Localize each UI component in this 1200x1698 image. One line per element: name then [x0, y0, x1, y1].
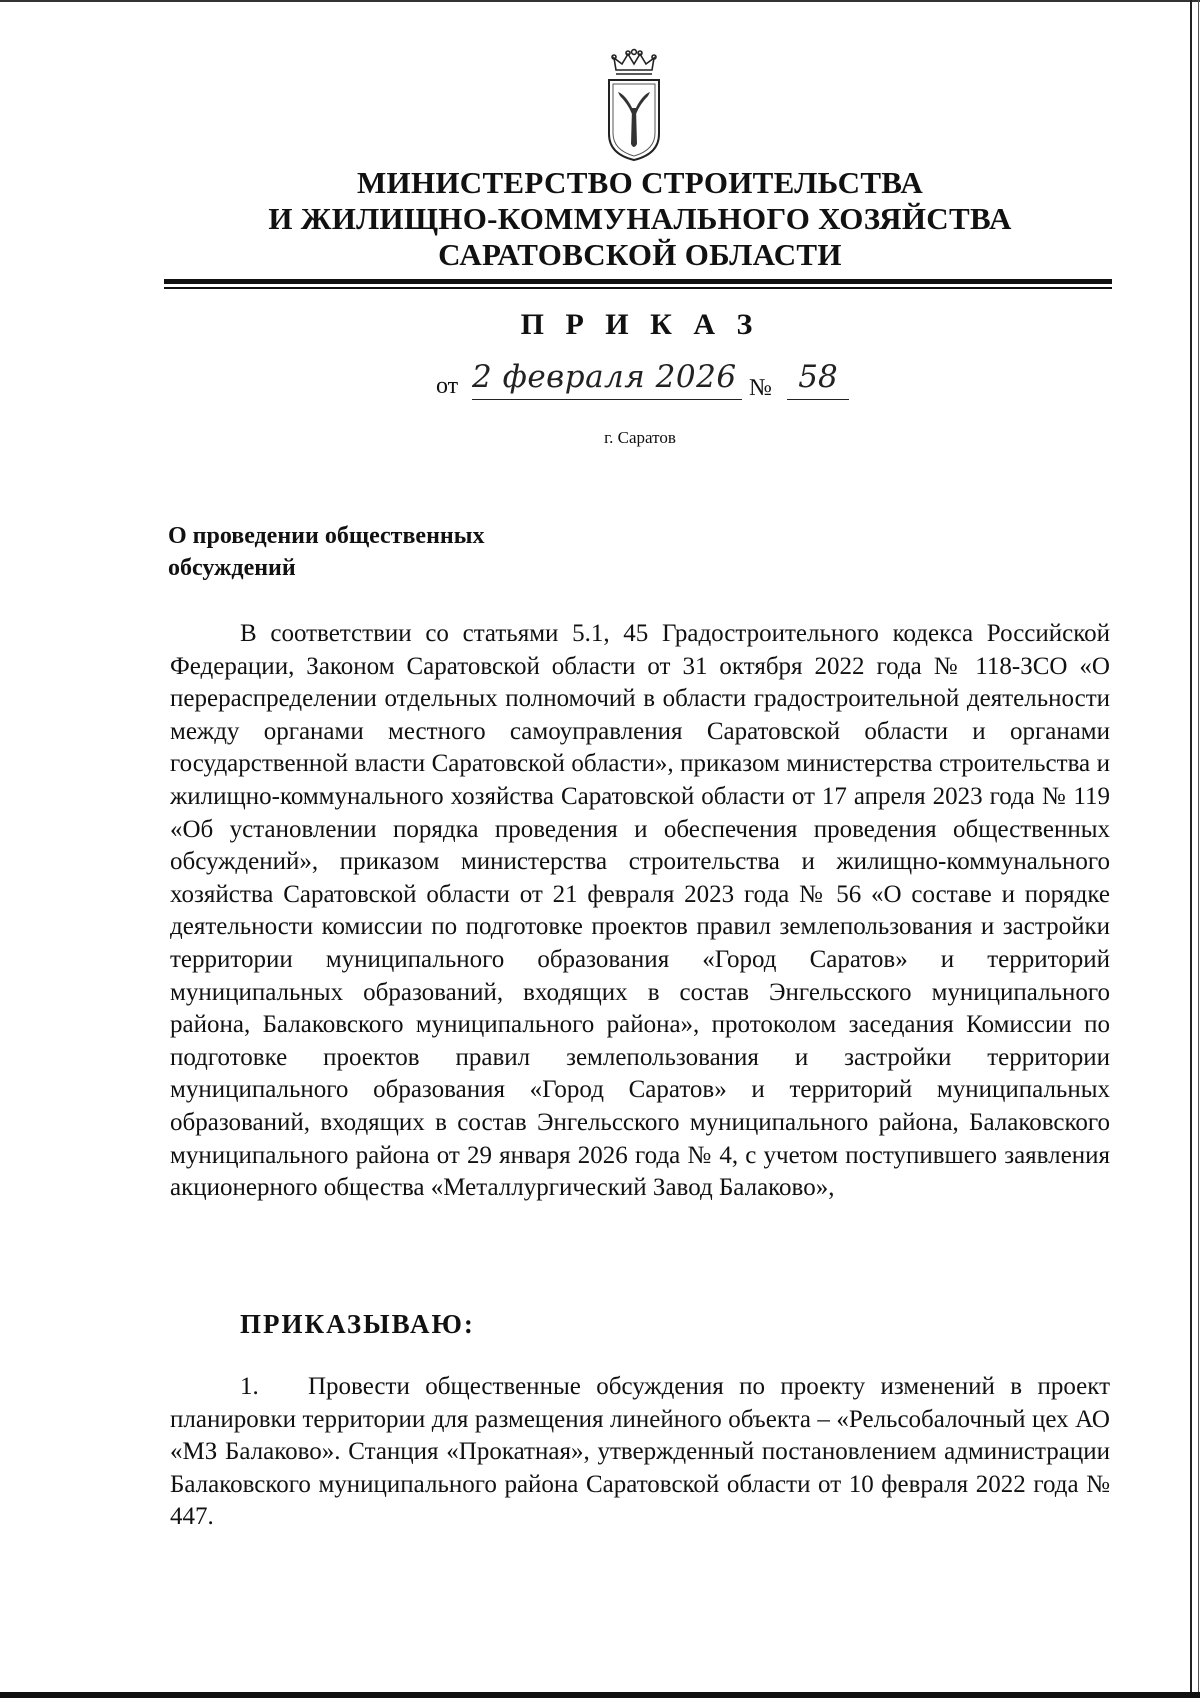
- number-prefix: №: [749, 375, 772, 401]
- handwritten-date: 2 февраля 2026: [472, 355, 742, 400]
- ministry-line-1: МИНИСТЕРСТВО СТРОИТЕЛЬСТВА: [356, 165, 924, 200]
- city-label: г. Саратов: [604, 428, 676, 447]
- saratov-coat-of-arms-icon: [606, 48, 662, 162]
- scan-edge-bottom: [0, 1692, 1200, 1698]
- header-rule-thick: [164, 279, 1112, 284]
- order-item: [170, 1371, 1110, 1534]
- ministry-line-3: САРАТОВСКОЙ ОБЛАСТИ: [438, 237, 842, 272]
- order-subject: [168, 520, 628, 584]
- subject-line-2: обсуждений: [168, 555, 296, 581]
- order-title: П Р И К А З: [520, 308, 760, 341]
- subject-line-1: О проведении общественных: [168, 523, 485, 549]
- ministry-line-2: И ЖИЛИЩНО-КОММУНАЛЬНОГО ХОЗЯЙСТВА: [268, 201, 1012, 236]
- item-text: Провести общественные обсуждения по проекту изменений в проект планировки территории для размещения линейного объекта – «Рельсобалочный цех АО «МЗ Балаково». Станция «Прокатная», утвержденный постановлением администрации Балаковского муниципального района Саратовской области от 10 февраля 2022 года № 447.: [170, 1373, 1110, 1531]
- item-number: 1.: [240, 1373, 259, 1400]
- date-prefix: от: [436, 373, 459, 399]
- scan-edge-right-outer: [1198, 0, 1199, 1698]
- ministry-name: [160, 165, 1120, 273]
- order-date-line: [436, 355, 856, 405]
- scan-edge-right: [1190, 0, 1192, 1698]
- scan-edge-top: [0, 0, 1200, 2]
- header-rule-thin: [164, 287, 1112, 289]
- preamble-paragraph: В соответствии со статьями 5.1, 45 Градостроительного кодекса Российской Федерации, Законом Саратовской области от 31 октября 2022 года № 118-ЗСО «О перераспределении отдельных полномочий в области градостроительной деятельности между органами местного самоуправления Саратовской области и органами государственной власти Саратовской области», приказом министерства строительства и жилищно-коммунального хозяйства Саратовской области от 17 апреля 2023 года № 119 «Об установлении порядка проведения и обеспечения проведения общественных обсуждений», приказом министерства строительства и жилищно-коммунального хозяйства Саратовской области от 21 февраля 2023 года № 56 «О составе и порядке деятельности комиссии по подготовке проектов правил землепользования и застройки территории муниципального образования «Город Саратов» и территорий муниципальных образований, входящих в состав Энгельсского муниципального района, Балаковского муниципального района», протоколом заседания Комиссии по подготовке проектов правил землепользования и застройки территории муниципального образования «Город Саратов» и территорий муниципальных образований, входящих в состав Энгельсского муниципального района, Балаковского муниципального района от 29 января 2026 года № 4, с учетом поступившего заявления акционерного общества «Металлургический Завод Балаково»,: [170, 620, 1110, 1202]
- orders-heading: ПРИКАЗЫВАЮ:: [240, 1309, 475, 1339]
- handwritten-number: 58: [787, 355, 849, 400]
